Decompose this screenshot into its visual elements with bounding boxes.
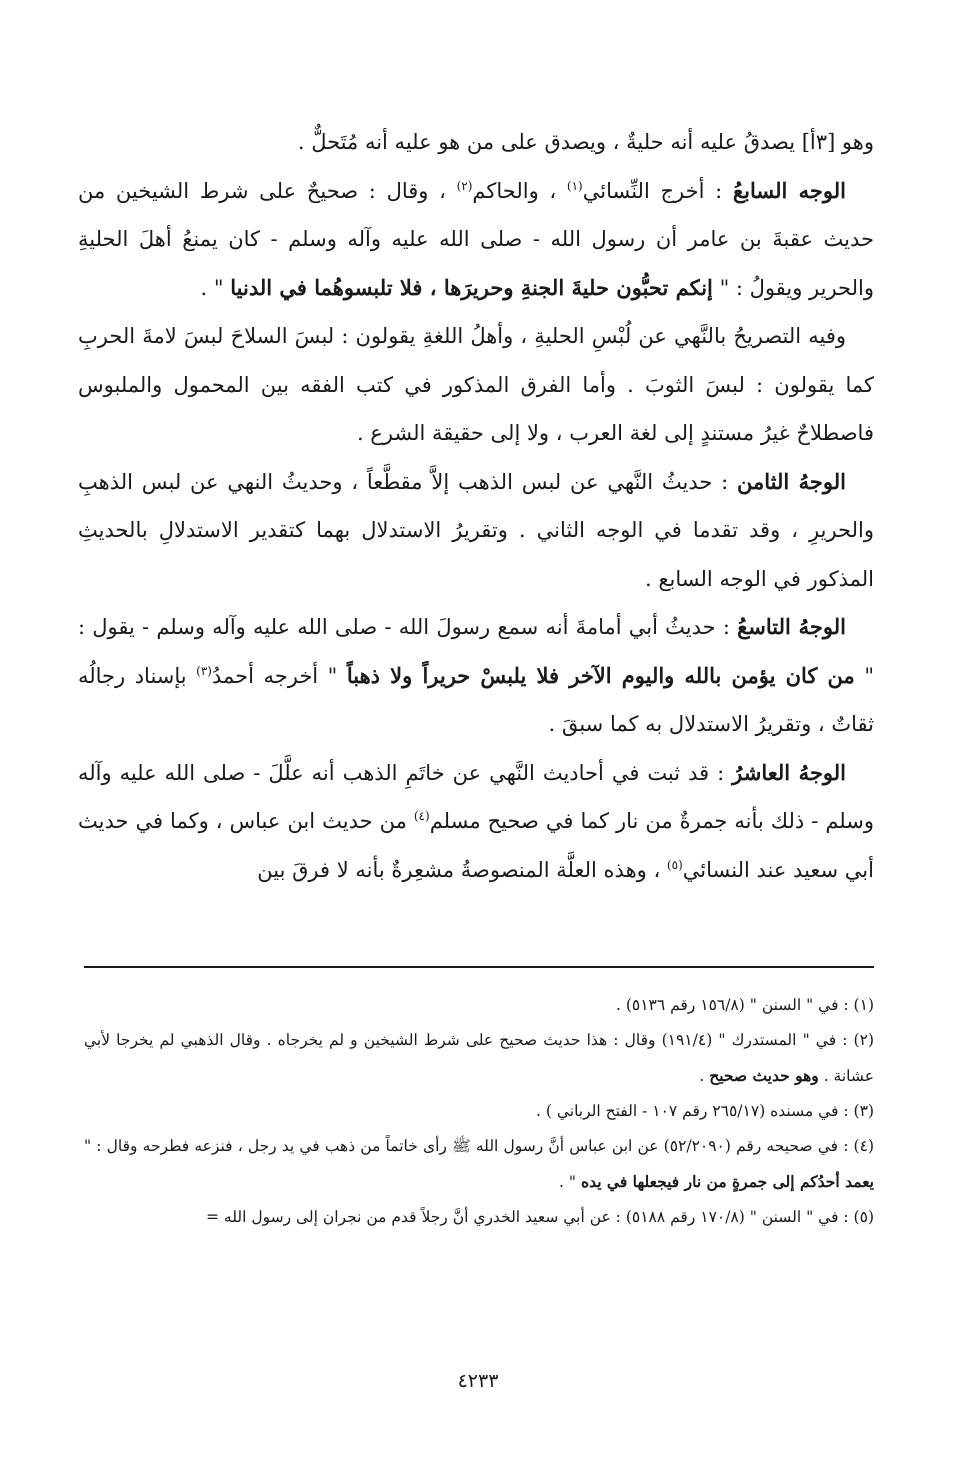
footnote-2-bold: وهو حديث صحيح <box>709 1066 819 1085</box>
footnote-2-end: . <box>699 1067 710 1085</box>
footnote-ref-4[interactable]: (٤) <box>413 809 430 823</box>
footnote-3 <box>84 1094 874 1129</box>
footnote-4 <box>84 1129 874 1200</box>
paragraph-8th-aspect <box>78 458 874 604</box>
paragraph-1-text: وهو [٣أ] يصدقُ عليه أنه حليةٌ ، ويصدق على من هو عليه أنه مُتَحلٌّ . <box>297 130 874 154</box>
footnote-separator <box>84 966 874 968</box>
heading-tenth-aspect: الوجهُ العاشرُ <box>732 759 847 785</box>
footnote-1 <box>84 988 874 1023</box>
p2-end: " . <box>200 275 231 300</box>
footnotes <box>84 988 874 1235</box>
footnote-5 <box>84 1200 874 1235</box>
paragraph-explanation <box>78 312 874 458</box>
paragraph-7th-aspect <box>78 167 874 313</box>
footnote-2-text: (٢) : في " المستدرك " (١٩١/٤) وقال : هذا حديث صحيح على شرط الشيخين و لم يخرجاه . وقال الذهبي لم يخرجا لأبي عشانة . <box>84 1031 874 1085</box>
p5-part1: : حديثُ أبي أمامةَ أنه سمع رسولَ الله - صلى الله عليه وآله وسلم - يقول : " <box>78 615 874 688</box>
footnote-5-text: (٥) : في " السنن " (١٧٠/٨ رقم ٥١٨٨) : عن أبي سعيد الخدري أنَّ رجلاً قدم من نجران إلى رسول الله = <box>206 1208 874 1226</box>
footnote-1-text: (١) : في " السنن " (١٥٦/٨ رقم ٥١٣٦) . <box>615 996 874 1014</box>
p4-text: : حديثُ النَّهي عن لبس الذهب إلاَّ مقطَّعاً ، وحديثُ النهي عن لبس الذهبِ والحريرِ ، وقد تقدما في الوجه الثاني . وتقريرُ الاستدلال بهما كتقدير الاستدلالِ بالحديثِ المذكور في الوجه السابع . <box>78 469 874 591</box>
page-number: ٤٢٣٣ <box>457 1370 499 1392</box>
p2-part2: ، والحاكم <box>472 178 567 203</box>
paragraph-1 <box>78 118 874 167</box>
paragraph-3-text: وفيه التصريحُ بالنَّهي عن لُبْسِ الحليةِ ، وأهلُ اللغةِ يقولون : لبسَ السلاحَ لبسَ لامةَ الحربِ كما يقولون : لبسَ الثوبَ . وأما الفرق المذكور في كتب الفقه بين المحمول والملبوس فاصطلاحٌ غيرُ مستندٍ إلى لغة العرب ، ولا إلى حقيقة الشرع . <box>78 324 874 445</box>
footnote-ref-3[interactable]: (٣) <box>196 663 212 678</box>
p6-part1: : قد ثبت في أحاديث النَّهي عن خاتَمِ الذهب أنه علَّلَ - صلى الله عليه وآله وسلم - ذلك بأنه جمرةٌ من نار كما في صحيح مسلم <box>78 760 874 833</box>
footnote-2 <box>84 1023 874 1094</box>
main-text <box>78 118 874 894</box>
paragraph-9th-aspect <box>78 603 874 749</box>
p2-part1: : أخرج النِّسائي <box>582 178 733 203</box>
p2-part3: ، وقال : صحيحٌ على شرط الشيخين من حديث عقبةَ بن عامر أن رسول الله - صلى الله عليه وآله وسلم - كان يمنعُ أهلَ الحليةِ والحرير ويقولُ : " <box>78 178 874 300</box>
footnote-ref-1[interactable]: (١) <box>566 178 583 193</box>
p5-part3: بإسناد رجالُه ثقاتٌ ، وتقريرُ الاستدلال به كما سبقَ . <box>78 663 874 736</box>
p6-part3: ، وهذه العلَّة المنصوصةُ مشعِرةٌ بأنه لا فرقَ بين <box>257 857 667 882</box>
hadith-quote-1: إنكم تحبُّون حليةَ الجنةِ وحريرَها ، فلا تلبسوهُما في الدنيا <box>230 274 713 300</box>
footnote-4-bold: يعمد أحدُكم إلى جمرةٍ من نار فيجعلها في يده <box>580 1172 874 1191</box>
heading-seventh-aspect: الوجه السابعُ <box>732 177 846 203</box>
heading-ninth-aspect: الوجهُ التاسعُ <box>737 614 846 639</box>
footnote-3-text: (٣) : في مسنده (٢٦٥/١٧ رقم ١٠٧ - الفتح الرباني ) . <box>536 1102 874 1120</box>
footnote-4-text: (٤) : في صحيحه رقم (٥٢/٢٠٩٠) عن ابن عباس أنَّ رسول الله ﷺ رأى خاتماً من ذهب في يد رجل ، فنزعه فطرحه وقال : " <box>84 1137 874 1155</box>
footnote-ref-5[interactable]: (٥) <box>666 857 683 872</box>
footnote-ref-2[interactable]: (٢) <box>456 178 473 193</box>
paragraph-10th-aspect <box>78 749 874 895</box>
footnote-4-end: " . <box>559 1173 581 1191</box>
p6-part2: من حديث ابن عباس ، وكما في حديث أبي سعيد عند النسائي <box>78 809 874 882</box>
hadith-quote-2: من كان يؤمن بالله واليوم الآخر فلا يلبسْ حريراً ولا ذهباً <box>346 662 855 688</box>
p5-part2: " أخرجه أحمدُ <box>211 663 347 688</box>
heading-eighth-aspect: الوجهُ الثامن <box>737 468 846 494</box>
